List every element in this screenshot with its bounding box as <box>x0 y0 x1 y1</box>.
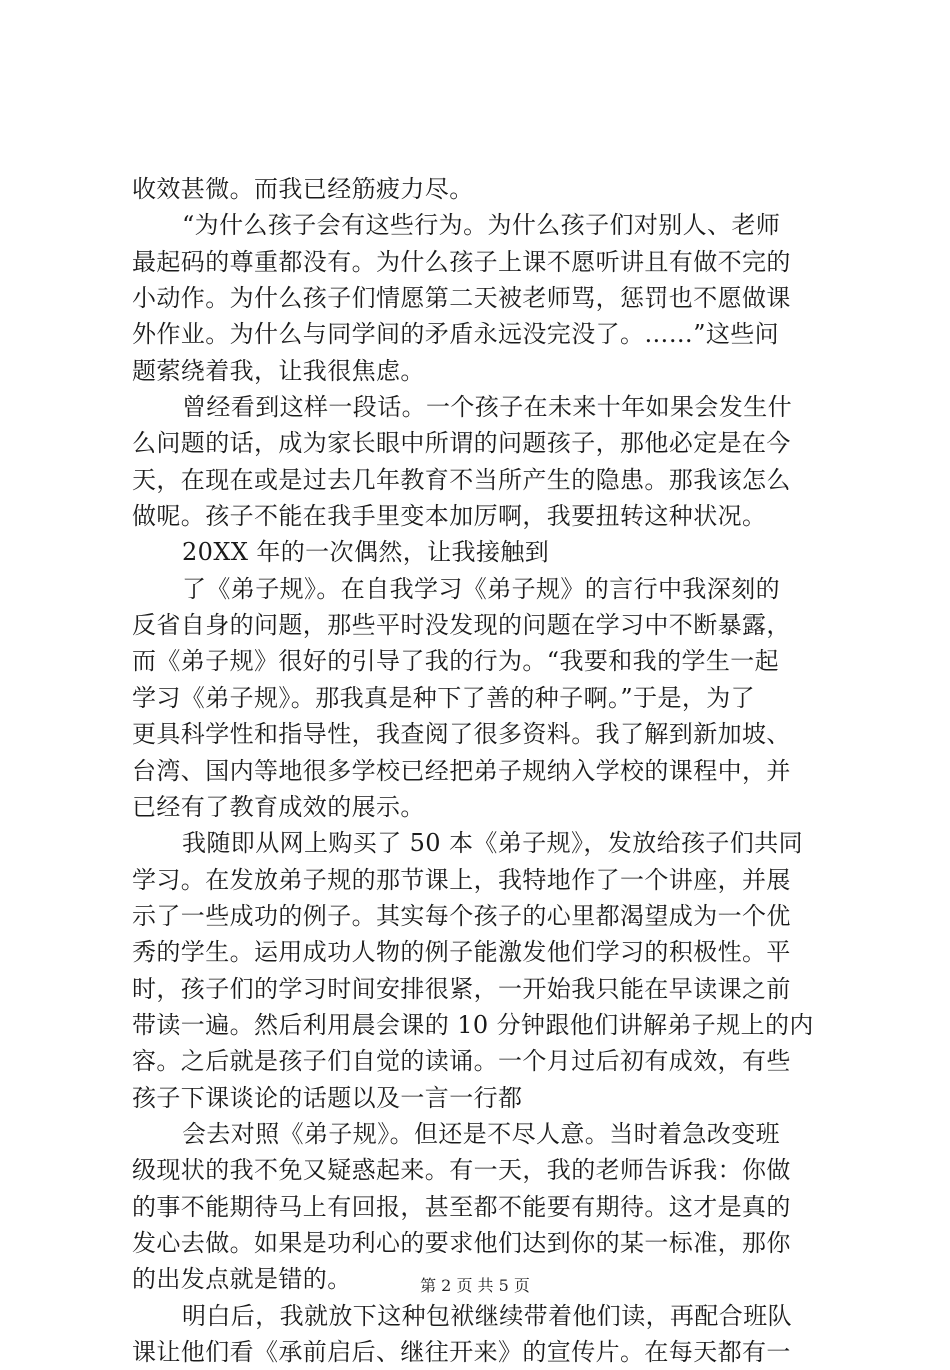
page-footer: 第 2 页 共 5 页 <box>420 1276 530 1295</box>
document-body <box>132 171 832 1370</box>
text-line: 我随即从网上购买了 50 本《弟子规》，发放给孩子们共同 <box>182 829 803 858</box>
text-line: 课让他们看《承前启后、继往开来》的宣传片。在每天都有一 <box>132 1338 791 1366</box>
text-line: 20XX 年的一次偶然，让我接触到 <box>182 538 550 567</box>
text-line: 反省自身的问题，那些平时没发现的问题在学习中不断暴露， <box>132 611 791 640</box>
text-line: 台湾、国内等地很多学校已经把弟子规纳入学校的课程中，并 <box>132 756 791 785</box>
text-line: 收效甚微。而我已经筋疲力尽。 <box>132 175 474 203</box>
text-line: 已经有了教育成效的展示。 <box>132 792 425 821</box>
text-line: 容。之后就是孩子们自觉的读诵。一个月过后初有成效，有些 <box>132 1047 791 1076</box>
text-line: 带读一遍。然后利用晨会课的 10 分钟跟他们讲解弟子规上的内 <box>132 1010 814 1039</box>
text-line: 级现状的我不免又疑惑起来。有一天，我的老师告诉我：你做 <box>132 1156 791 1185</box>
text-line: 了《弟子规》。在自我学习《弟子规》的言行中我深刻的 <box>182 574 780 603</box>
text-line: 小动作。为什么孩子们情愿第二天被老师骂，惩罚也不愿做课 <box>132 284 791 313</box>
text-line: 题萦绕着我，让我很焦虑。 <box>132 356 425 385</box>
text-line: 会去对照《弟子规》。但还是不尽人意。当时着急改变班 <box>182 1119 780 1148</box>
text-line: 明白后，我就放下这种包袱继续带着他们读，再配合班队 <box>182 1301 792 1330</box>
text-line: 时，孩子们的学习时间安排很紧，一开始我只能在早读课之前 <box>132 974 791 1003</box>
text-line: 最起码的尊重都没有。为什么孩子上课不愿听讲且有做不完的 <box>132 247 791 276</box>
text-line: “为什么孩子会有这些行为。为什么孩子们对别人、老师 <box>182 211 781 240</box>
text-line: 么问题的话，成为家长眼中所谓的问题孩子，那他必定是在今 <box>132 429 791 458</box>
text-line: 的事不能期待马上有回报，甚至都不能要有期待。这才是真的 <box>132 1192 791 1221</box>
text-line: 曾经看到这样一段话。一个孩子在未来十年如果会发生什 <box>182 393 792 422</box>
text-line: 孩子下课谈论的话题以及一言一行都 <box>132 1083 523 1112</box>
text-line: 学习《弟子规》。那我真是种下了善的种子啊。”于是，为了 <box>132 683 756 712</box>
text-line: 秀的学生。运用成功人物的例子能激发他们学习的积极性。平 <box>132 938 791 967</box>
text-line: 而《弟子规》很好的引导了我的行为。“我要和我的学生一起 <box>132 647 780 676</box>
text-line: 示了一些成功的例子。其实每个孩子的心里都渴望成为一个优 <box>132 901 791 930</box>
text-line: 做呢。孩子不能在我手里变本加厉啊，我要扭转这种状况。 <box>132 502 767 531</box>
text-line: 学习。在发放弟子规的那节课上，我特地作了一个讲座，并展 <box>132 865 791 894</box>
text-line: 更具科学性和指导性，我查阅了很多资料。我了解到新加坡、 <box>132 720 791 749</box>
text-line: 天，在现在或是过去几年教育不当所产生的隐患。那我该怎么 <box>132 465 791 494</box>
text-line: 外作业。为什么与同学间的矛盾永远没完没了。……”这些问 <box>132 320 780 349</box>
text-line: 的出发点就是错的。 <box>132 1265 352 1294</box>
text-line: 发心去做。如果是功利心的要求他们达到你的某一标准，那你 <box>132 1228 791 1257</box>
